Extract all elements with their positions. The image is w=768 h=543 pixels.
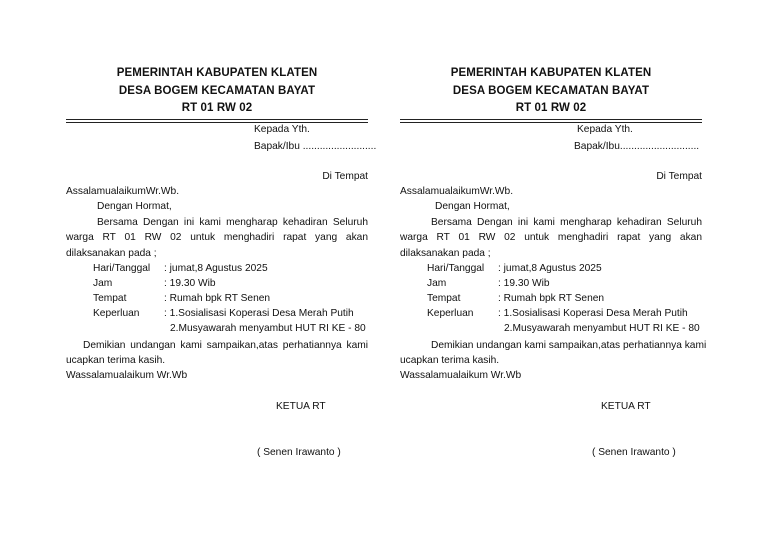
closing-farewell: Wassalamualaikum Wr.Wb	[400, 370, 522, 381]
header-government: PEMERINTAH KABUPATEN KLATEN	[116, 67, 318, 79]
detail-purpose-label: Keperluan	[93, 308, 140, 319]
detail-time-label: Jam	[427, 278, 447, 289]
body-line2: warga RT 01 RW 02 untuk menghadiri rapat yang akan	[66, 232, 368, 243]
salutation: Dengan Hormat,	[97, 201, 172, 212]
signature-name: ( Senen Irawanto )	[592, 447, 676, 458]
detail-time-value: : 19.30 Wib	[498, 278, 550, 289]
body-line3: dilaksanakan pada ;	[400, 248, 491, 259]
detail-day-label: Hari/Tanggal	[93, 263, 151, 274]
header-divider-thick	[400, 119, 702, 120]
body-line1: Bersama Dengan ini kami mengharap kehadiran Seluruh	[97, 217, 368, 228]
detail-day-value: : jumat,8 Agustus 2025	[164, 263, 268, 274]
signature-title: KETUA RT	[601, 401, 651, 412]
recipient-line1: Kepada Yth.	[577, 124, 633, 135]
closing-line1: Demikian undangan kami sampaikan,atas perhatiannya kami	[431, 340, 707, 351]
detail-purpose-value1: : 1.Sosialisasi Koperasi Desa Merah Putih	[498, 308, 688, 319]
header-rt-rw: RT 01 RW 02	[181, 102, 253, 114]
recipient-line2: Bapak/Ibu ..........................	[254, 141, 377, 152]
closing-line1: Demikian undangan kami sampaikan,atas perhatiannya kami	[83, 340, 368, 351]
detail-purpose-value2: 2.Musyawarah menyambut HUT RI KE - 80	[170, 323, 366, 334]
detail-purpose-label: Keperluan	[427, 308, 474, 319]
detail-place-value: : Rumah bpk RT Senen	[498, 293, 605, 304]
body-line1: Bersama Dengan ini kami mengharap kehadiran Seluruh	[431, 217, 702, 228]
detail-time-value: : 19.30 Wib	[164, 278, 216, 289]
recipient-place: Di Tempat	[322, 171, 368, 182]
signature-name: ( Senen Irawanto )	[257, 447, 341, 458]
header-village: DESA BOGEM KECAMATAN BAYAT	[452, 85, 650, 97]
signature-title: KETUA RT	[276, 401, 326, 412]
detail-purpose-value1: : 1.Sosialisasi Koperasi Desa Merah Putih	[164, 308, 354, 319]
detail-purpose-value2: 2.Musyawarah menyambut HUT RI KE - 80	[504, 323, 700, 334]
salutation: Dengan Hormat,	[435, 201, 510, 212]
detail-day-value: : jumat,8 Agustus 2025	[498, 263, 602, 274]
header-divider-thin	[400, 122, 702, 123]
invitation-letter-left	[66, 0, 377, 543]
greeting: AssalamualaikumWr.Wb.	[66, 186, 180, 197]
recipient-line2: Bapak/Ibu............................	[574, 141, 700, 152]
header-divider-thin	[66, 122, 368, 123]
detail-day-label: Hari/Tanggal	[427, 263, 485, 274]
header-divider-thick	[66, 119, 368, 120]
closing-line2: ucapkan terima kasih.	[66, 355, 166, 366]
invitation-letter-right	[400, 0, 707, 543]
detail-time-label: Jam	[93, 278, 113, 289]
body-line3: dilaksanakan pada ;	[66, 248, 157, 259]
header-rt-rw: RT 01 RW 02	[515, 102, 587, 114]
detail-place-value: : Rumah bpk RT Senen	[164, 293, 271, 304]
recipient-place: Di Tempat	[656, 171, 702, 182]
closing-farewell: Wassalamualaikum Wr.Wb	[66, 370, 188, 381]
detail-place-label: Tempat	[427, 293, 461, 304]
recipient-line1: Kepada Yth.	[254, 124, 310, 135]
detail-place-label: Tempat	[93, 293, 127, 304]
header-government: PEMERINTAH KABUPATEN KLATEN	[450, 67, 652, 79]
greeting: AssalamualaikumWr.Wb.	[400, 186, 514, 197]
header-village: DESA BOGEM KECAMATAN BAYAT	[118, 85, 316, 97]
body-line2: warga RT 01 RW 02 untuk menghadiri rapat yang akan	[400, 232, 702, 243]
closing-line2: ucapkan terima kasih.	[400, 355, 500, 366]
